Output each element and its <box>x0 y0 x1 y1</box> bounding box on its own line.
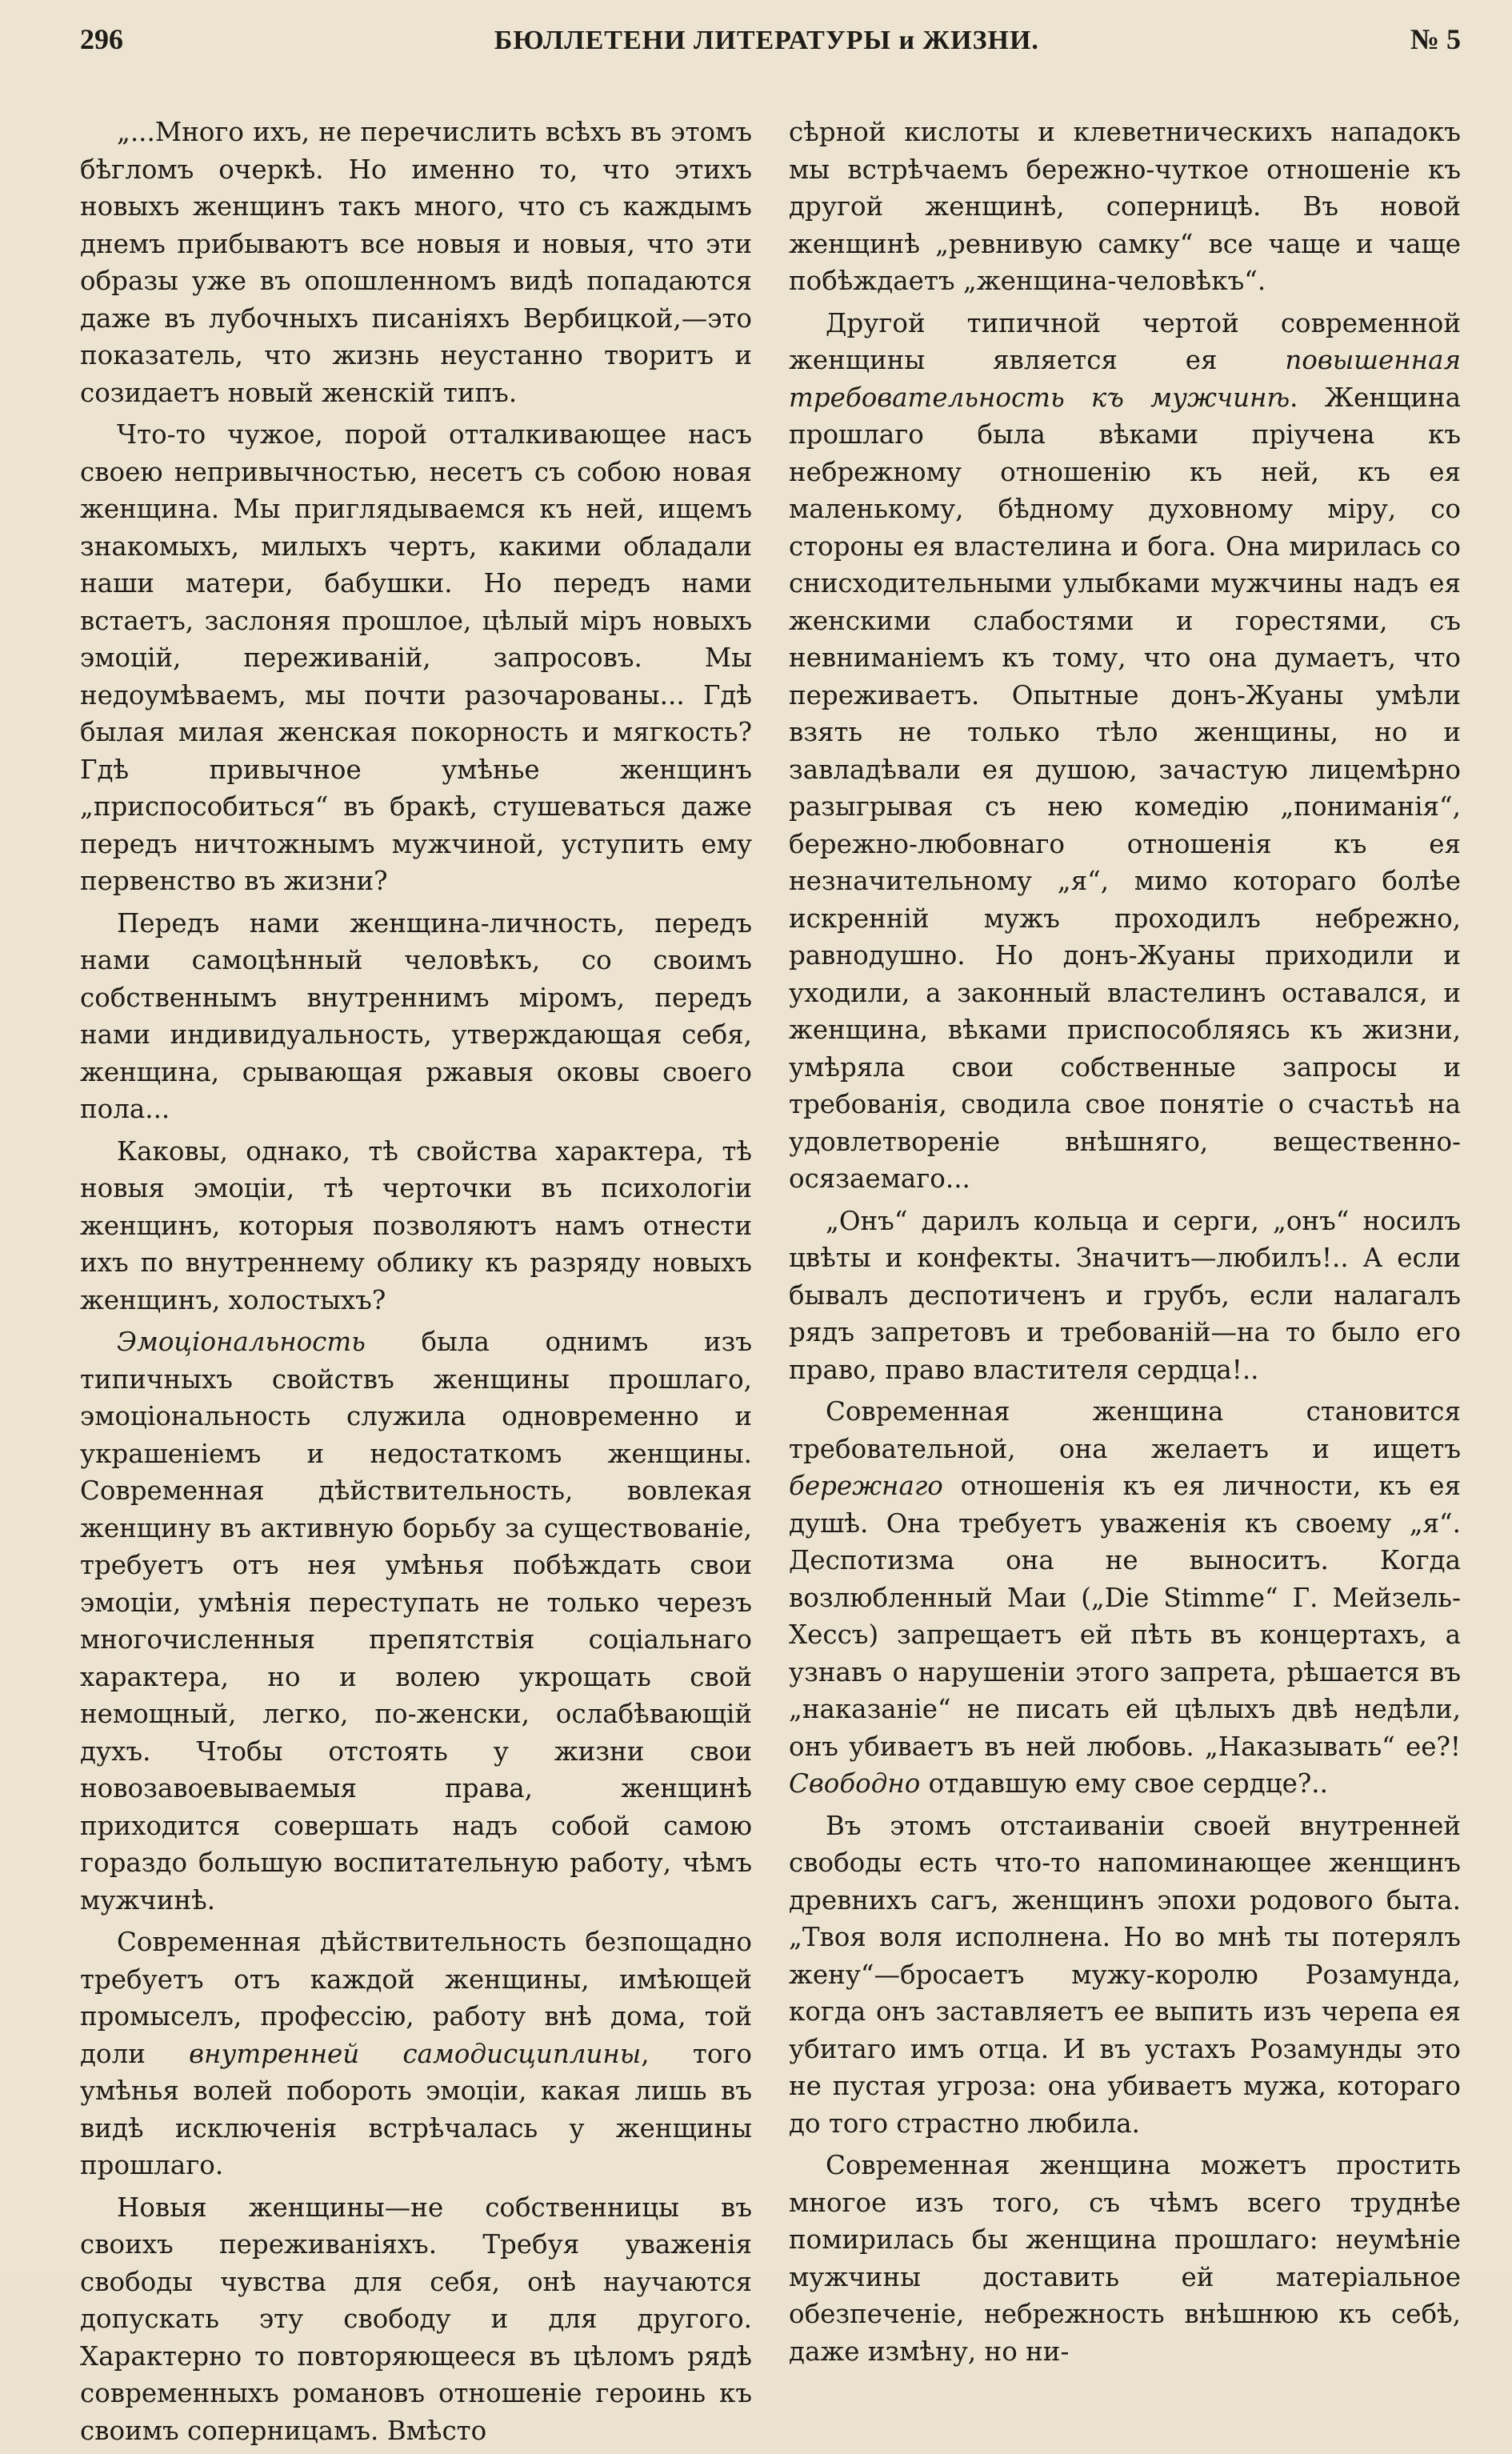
paragraph: сѣрной кислоты и клеветническихъ нападокъ мы встрѣчаемъ бережно-чуткое отношеніе къ другой женщинѣ, соперницѣ. Въ новой женщинѣ „ревнивую самку“ все чаще и чаще побѣждаетъ „женщина-человѣкъ“. <box>789 117 1461 296</box>
paragraph-text: , того умѣнья волей побороть эмоціи, какая лишь въ видѣ исключенія встрѣчалась у женщины прошлаго. <box>80 2038 752 2180</box>
paragraph: „Онъ“ дарилъ кольца и серги, „онъ“ носилъ цвѣты и конфекты. Значитъ—любилъ!.. А если бывалъ деспотиченъ и грубъ, если налагалъ рядъ запретовъ и требованій—на то было его право, право властителя сердца!.. <box>789 1205 1461 1385</box>
paragraph: „...Много ихъ, не перечислить всѣхъ въ этомъ бѣгломъ очеркѣ. Но именно то, что этихъ новыхъ женщинъ такъ много, что съ каждымъ днемъ прибываютъ все новыя и новыя, что эти образы уже въ опошленномъ видѣ попадаются даже въ лубочныхъ писаніяхъ Вербицкой,—это показатель, что жизнь неустанно творитъ и созидаетъ новый женскій типъ. <box>80 117 752 408</box>
paragraph: Въ этомъ отстаиваніи своей внутренней свободы есть что-то напоминающее женщинъ древнихъ сагъ, женщинъ эпохи родового быта. „Твоя воля исполнена. Но во мнѣ ты потерялъ жену“—бросаетъ мужу-королю Розамунда, когда онъ заставляетъ ее выпить изъ черепа ея убитаго имъ отца. И въ устахъ Розамунды это не пустая угроза: она убиваетъ мужа, котораго до того страстно любила. <box>789 1810 1461 2139</box>
right-column <box>789 114 1461 2454</box>
paragraph-text: . Женщина прошлаго была вѣками пріучена къ небрежному отношенію къ ней, къ ея маленькому, бѣдному духовному міру, со стороны ея властелина и бога. Она мирилась со снисходительными улыбками мужчины надъ ея женскими слабостями и горестями, съ невниманіемъ къ тому, что она думаетъ, что переживаетъ. Опытные донъ-Жуаны умѣли взять не только тѣло женщины, но и завладѣвали ея душою, зачастую лицемѣрно разыгрывая съ нею комедію „пониманія“, бережно-любовнаго отношенія къ ея незначительному „я“, мимо котораго болѣе искренній мужъ проходилъ небрежно, равнодушно. Но донъ-Жуаны приходили и уходили, а законный властелинъ оставался, и женщина, вѣками приспособляясь къ жизни, умѣряла свои собственные запросы и требованія, сводила свое понятіе о счастьѣ на удовлетвореніе внѣшняго, вещественно-осязаемаго... <box>789 382 1461 1194</box>
left-column <box>80 114 752 2454</box>
italic-term: Эмоціональность <box>117 1327 366 1357</box>
page-header <box>80 22 1461 67</box>
paragraph: Передъ нами женщина-личность, передъ нами самоцѣнный человѣкъ, со своимъ собственнымъ внутреннимъ міромъ, передъ нами индивидуальность, утверждающая себя, женщина, срывающая ржавыя оковы своего пола... <box>80 907 752 1124</box>
issue-number: № 5 <box>1410 23 1461 55</box>
italic-term: Свободно <box>789 1768 921 1799</box>
paragraph-text: была однимъ изъ типичныхъ свойствъ женщины прошлаго, эмоціональность служила одновременно и украшеніемъ и недостаткомъ женщины. Современная дѣйствительность, вовлекая женщину въ активную борьбу за существованіе, требуетъ отъ нея умѣнья побѣждать свои эмоціи, умѣнія переступать не только черезъ многочисленныя препятствія соціальнаго характера, но и волею укрощать свой немощный, легко, по-женски, ослабѣвающій духъ. Чтобы отстоять у жизни свои новозавоевываемыя права, женщинѣ приходится совершать надъ собой самою гораздо большую воспитательную работу, чѣмъ мужчинѣ. <box>80 1327 752 1916</box>
paragraph-text: отношенія къ ея личности, къ ея душѣ. Она требуетъ уваженія къ своему „я“. Деспотизма она не выноситъ. Когда возлюбленный Маи („Die Stimme“ Г. Мейзель-Хессъ) запрещаетъ ей пѣть въ концертахъ, а узнавъ о нарушеніи этого запрета, рѣшается въ „наказаніе“ не писать ей цѣлыхъ двѣ недѣли, онъ убиваетъ въ ней любовь. „Наказывать“ ее?! <box>789 1471 1461 1762</box>
paragraph-text: Современная женщина становится требовательной, она желаетъ и ищетъ <box>789 1396 1461 1464</box>
paragraph <box>80 1323 752 1919</box>
paragraph-text: Современная дѣйствительность безпощадно требуетъ отъ каждой женщины, имѣющей промыселъ, профессію, работу внѣ дома, той доли <box>80 1927 752 2069</box>
paragraph <box>789 1393 1461 1803</box>
paragraph: Современная женщина можетъ простить многое изъ того, съ чѣмъ всего труднѣе помирилась бы женщина прошлаго: неумѣніе мужчины доставить ей матеріальное обезпеченіе, небрежность внѣшнюю къ себѣ, даже измѣну, но ни- <box>789 2150 1461 2367</box>
journal-title: БЮЛЛЕТЕНИ ЛИТЕРАТУРЫ и ЖИЗНИ. <box>494 26 1039 55</box>
italic-term: повышенная требовательность къ мужчинѣ <box>789 345 1461 413</box>
paragraph-text: Другой типичной чертой современной женщины является ея <box>789 307 1461 375</box>
italic-term: внутренней самодисциплины <box>189 2038 642 2069</box>
paragraph-text: отдавшую ему свое сердце?.. <box>920 1768 1328 1799</box>
paragraph: Новыя женщины—не собственницы въ своихъ переживаніяхъ. Требуя уваженія свободы чувства для себя, онѣ научаются допускать эту свободу и для другого. Характерно то повторяющееся въ цѣломъ рядѣ современныхъ романовъ отношеніе героинь къ своимъ соперницамъ. Вмѣсто <box>80 2192 752 2446</box>
paragraph <box>789 305 1461 1198</box>
paragraph: Что-то чужое, порой отталкивающее насъ своею непривычностью, несетъ съ собою новая женщина. Мы приглядываемся къ ней, ищемъ знакомыхъ, милыхъ чертъ, какими обладали наши матери, бабушки. Но передъ нами встаетъ, заслоняя прошлое, цѣлый міръ новыхъ эмоцій, переживаній, запросовъ. Мы недоумѣваемъ, мы почти разочарованы... Гдѣ былая милая женская покорность и мягкость? Гдѣ привычное умѣнье женщинъ „приспособиться“ въ бракѣ, стушеваться даже передъ ничтожнымъ мужчиной, уступить ему первенство въ жизни? <box>80 419 752 896</box>
page-number: 296 <box>80 23 123 55</box>
italic-term: бережнаго <box>789 1471 943 1501</box>
paragraph <box>80 1924 752 2184</box>
paragraph: Каковы, однако, тѣ свойства характера, тѣ новыя эмоціи, тѣ черточки въ психологіи женщинъ, которыя позволяютъ намъ отнести ихъ по внутреннему облику къ разряду новыхъ женщинъ, холостыхъ? <box>80 1135 752 1315</box>
text-columns <box>80 114 1461 2454</box>
